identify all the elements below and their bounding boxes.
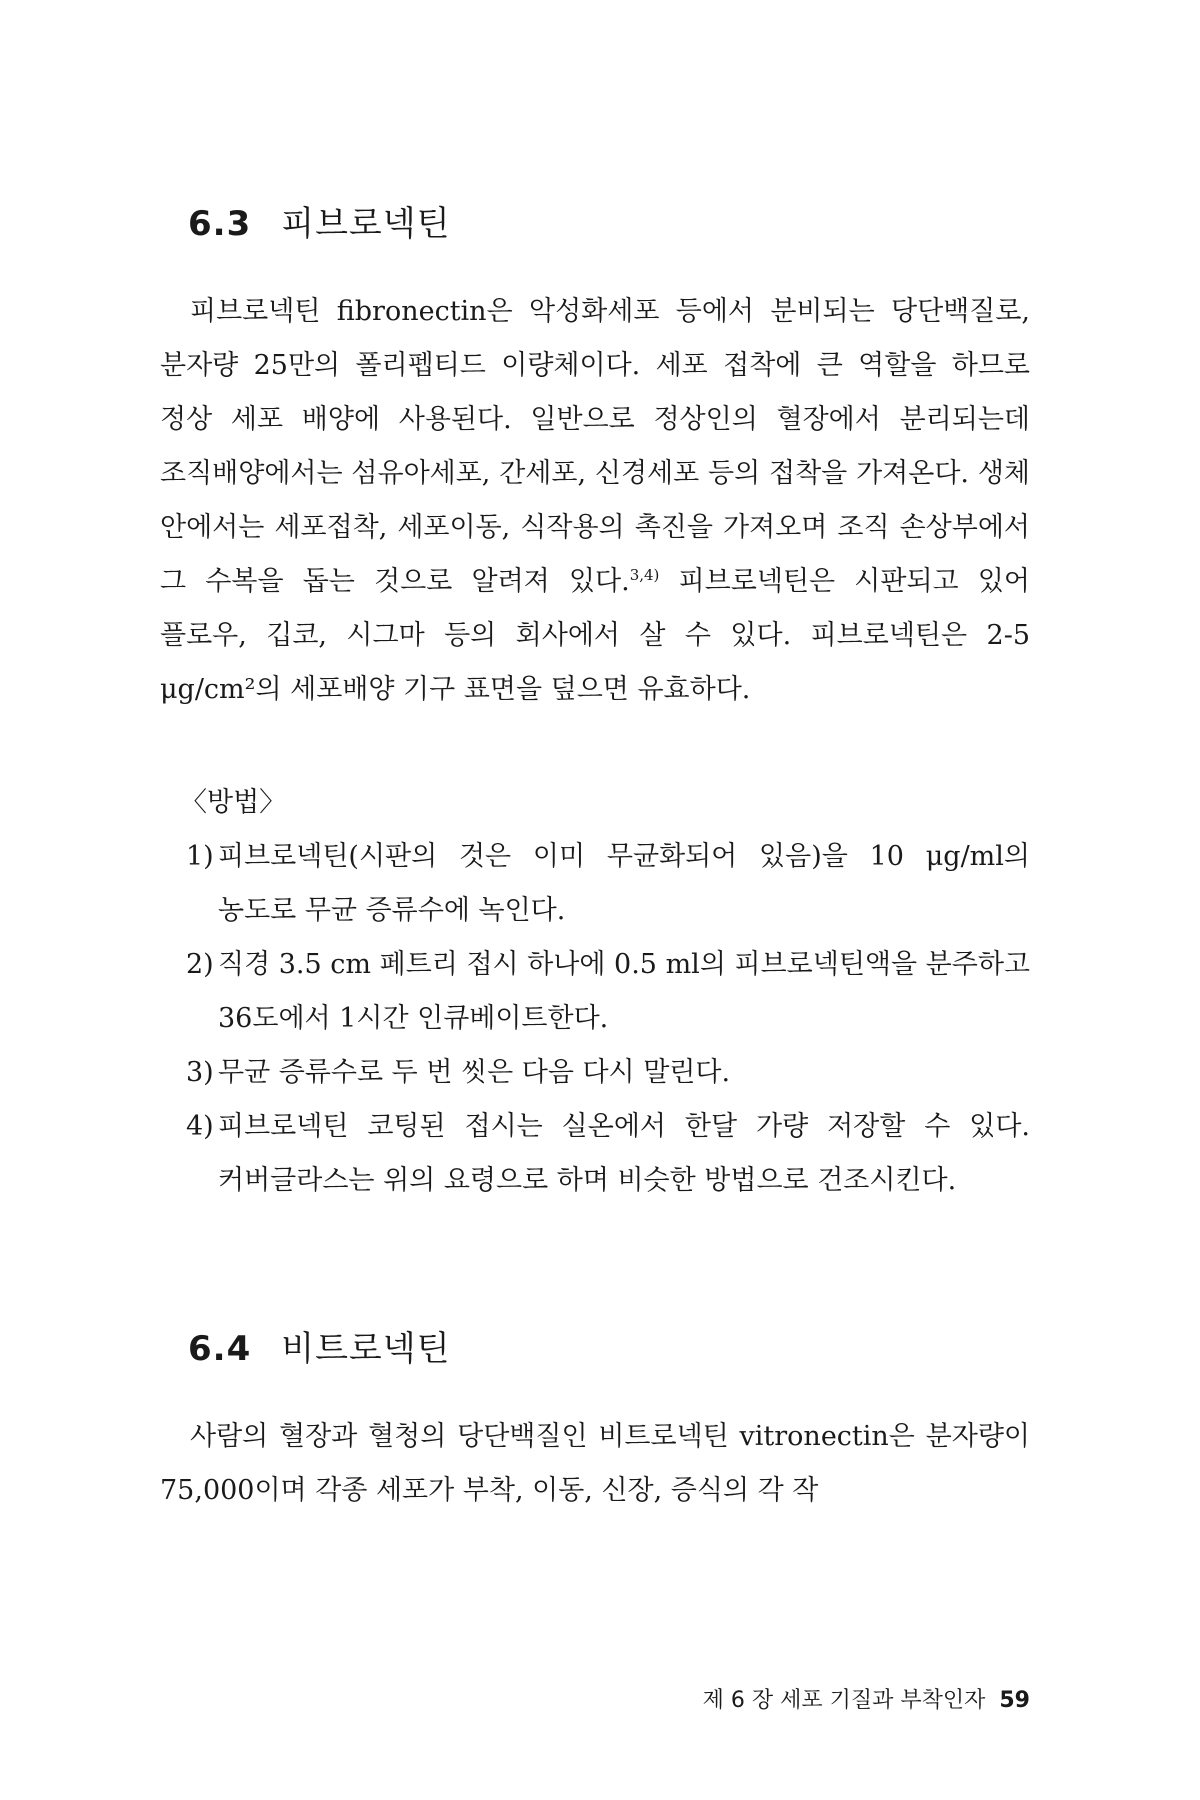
step-text: 피브로넥틴 코팅된 접시는 실온에서 한달 가량 저장할 수 있다. 커버글라스는 위의 요령으로 하며 비슷한 방법으로 건조시킨다. xyxy=(218,1111,1030,1196)
chapter-running-title: 제 6 장 세포 기질과 부착인자 xyxy=(702,1688,986,1713)
step-text: 무균 증류수로 두 번 씻은 다음 다시 말린다. xyxy=(218,1057,731,1088)
paragraph-text: 피브로넥틴 fibronectin은 악성화세포 등에서 분비되는 당단백질로, 분자량 25만의 폴리펩티드 이량체이다. 세포 접착에 큰 역할을 하므로 정상 세포 배양에 사용된다. 일반으로 정상인의 혈장에서 분리되는데 조직배양에서는 섬유아세포, 간세포, 신경세포 등의 접착을 가져온다. 생체 안에서는 세포접착, 세포이동, 식작용의 촉진을 가져오며 조직 손상부에서 그 수복을 돕는 것으로 알려져 있다. xyxy=(160,296,1030,597)
step-text: 피브로넥틴(시판의 것은 이미 무균화되어 있음)을 10 μg/ml의 농도로 무균 증류수에 녹인다. xyxy=(218,841,1030,926)
method-label: 〈방법〉 xyxy=(180,787,287,818)
book-page xyxy=(160,0,1030,1800)
step-number: 1) xyxy=(186,841,214,872)
paragraph-text-continued: 피브로넥틴은 시판되고 있어 플로우, 깁코, 시그마 등의 회사에서 살 수 있다. 피브로넥틴은 2-5 μg/cm²의 세포배양 기구 표면을 덮으면 유효하다. xyxy=(160,566,1030,705)
section-number: 6.3 xyxy=(188,204,252,244)
section-title: 피브로넥틴 xyxy=(281,204,451,244)
method-step xyxy=(160,938,1030,1046)
section-heading-6-4 xyxy=(188,1321,450,1370)
fibronectin-paragraph xyxy=(160,285,1030,717)
method-steps xyxy=(160,830,1030,1208)
method-step xyxy=(160,830,1030,938)
section-number: 6.4 xyxy=(188,1329,252,1369)
step-number: 3) xyxy=(186,1057,214,1088)
step-number: 4) xyxy=(186,1111,214,1142)
method-step xyxy=(160,1100,1030,1208)
section-heading-6-3 xyxy=(188,196,450,245)
section-title: 비트로넥틴 xyxy=(281,1329,451,1369)
vitronectin-paragraph: 사람의 혈장과 혈청의 당단백질인 비트로넥틴 vitronectin은 분자량이 75,000이며 각종 세포가 부착, 이동, 신장, 증식의 각 작 xyxy=(160,1421,1030,1506)
step-text: 직경 3.5 cm 페트리 접시 하나에 0.5 ml의 피브로넥틴액을 분주하고 36도에서 1시간 인큐베이트한다. xyxy=(218,949,1030,1034)
step-number: 2) xyxy=(186,949,214,980)
reference-marker: 3,4) xyxy=(629,566,660,584)
page-number: 59 xyxy=(999,1688,1030,1713)
page-footer xyxy=(703,1683,1030,1714)
method-step xyxy=(160,1046,1030,1100)
